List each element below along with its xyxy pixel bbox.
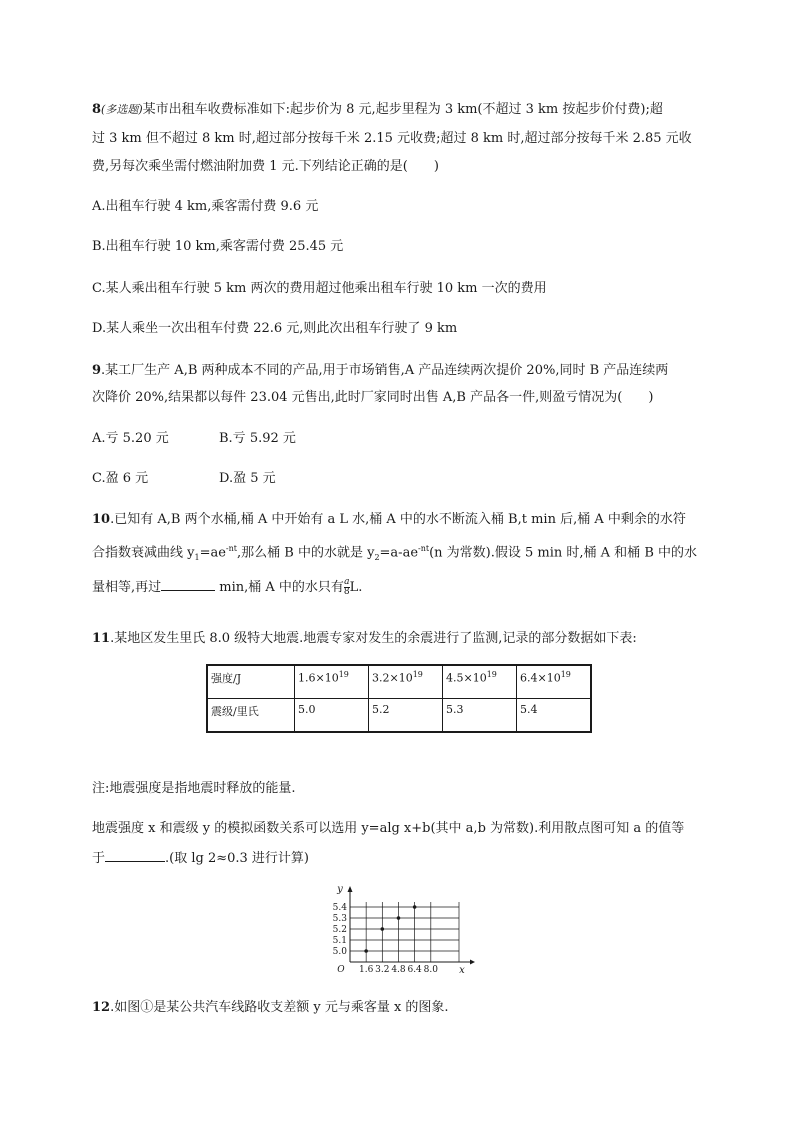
q10-text-3a: 量相等,再过 bbox=[92, 580, 162, 595]
y-tick-label: 5.2 bbox=[332, 925, 347, 935]
table-cell bbox=[443, 665, 517, 699]
table-cell: 5.3 bbox=[443, 699, 517, 733]
table-cell: 5.4 bbox=[517, 699, 592, 733]
q11-line-1 bbox=[92, 630, 637, 648]
table-cell bbox=[517, 665, 592, 699]
q9-text-1: .某工厂生产 A,B 两种成本不同的产品,用于市场销售,A 产品连续两次提价 20%,同时 B 产品连续两 bbox=[101, 363, 669, 378]
y-tick-label: 5.4 bbox=[332, 903, 347, 913]
table-cell bbox=[295, 665, 369, 699]
q10-line-2 bbox=[92, 540, 697, 567]
cell-value: 3.2×10 bbox=[372, 671, 413, 685]
q10-text-2d: =a-ae bbox=[379, 545, 419, 561]
q9-number: 9 bbox=[92, 363, 102, 378]
q10-text-3c: L. bbox=[349, 580, 363, 595]
q10-text-2a: 合指数衰减曲线 y bbox=[92, 545, 195, 561]
x-tick-label: 1.6 bbox=[358, 965, 374, 975]
table-row bbox=[207, 699, 591, 733]
q8-option-b: B.出租车行驶 10 km,乘客需付费 25.45 元 bbox=[92, 239, 344, 254]
q11-note: 注:地震强度是指地震时释放的能量. bbox=[92, 781, 296, 796]
q8-line-3: 费,另每次乘坐需付燃油附加费 1 元.下列结论正确的是( ) bbox=[92, 159, 439, 174]
q10-text-2c: ,那么桶 B 中的水就是 y bbox=[237, 545, 375, 561]
q9-option-b: B.亏 5.92 元 bbox=[219, 431, 296, 446]
table-cell: 震级/里氏 bbox=[207, 699, 295, 733]
origin-label: O bbox=[337, 965, 345, 975]
q8-option-a: A.出租车行驶 4 km,乘客需付费 9.6 元 bbox=[92, 199, 319, 214]
q10-frac-den: 8 bbox=[343, 587, 350, 597]
q12-line-1 bbox=[92, 999, 449, 1017]
x-tick-label: 4.8 bbox=[391, 965, 406, 975]
table-cell bbox=[369, 665, 443, 699]
x-axis-arrow bbox=[470, 960, 475, 965]
q8-number: 8 bbox=[92, 102, 102, 117]
cell-exp: 19 bbox=[338, 670, 349, 679]
x-axis-label: x bbox=[459, 965, 465, 976]
data-point bbox=[364, 949, 368, 953]
data-point bbox=[413, 905, 417, 909]
data-point bbox=[397, 916, 401, 920]
table-cell: 强度/J bbox=[207, 665, 295, 699]
cell-value: 1.6×10 bbox=[298, 671, 339, 685]
q10-text-2b: =ae bbox=[199, 545, 226, 561]
q8-option-c: C.某人乘出租车行驶 5 km 两次的费用超过他乘出租车行驶 10 km 一次的费用 bbox=[92, 281, 547, 296]
q9-line-1 bbox=[92, 362, 668, 380]
q11-line-3 bbox=[92, 849, 309, 868]
q10-number: 10 bbox=[92, 512, 111, 527]
q11-text-3b: .(取 lg 2≈0.3 进行计算) bbox=[165, 851, 310, 866]
x-tick-label: 8.0 bbox=[423, 965, 438, 975]
cell-exp: 19 bbox=[412, 670, 423, 679]
x-tick-label: 3.2 bbox=[375, 965, 390, 975]
q11-text-3a: 于 bbox=[92, 851, 106, 866]
q8-text-1: 某市出租车收费标准如下:起步价为 8 元,起步里程为 3 km(不超过 3 km 按起步价付费);超 bbox=[142, 102, 663, 117]
y-tick-label: 5.1 bbox=[332, 936, 347, 946]
q10-text-1: .已知有 A,B 两个水桶,桶 A 中开始有 a L 水,桶 A 中的水不断流入桶 B,t min 后,桶 A 中剩余的水符 bbox=[110, 512, 686, 527]
q11-line-2: 地震强度 x 和震级 y 的模拟函数关系可以选用 y=alg x+b(其中 a,b 为常数).利用散点图可知 a 的值等 bbox=[92, 821, 685, 836]
q10-answer-blank[interactable] bbox=[161, 578, 215, 591]
x-tick-label: 6.4 bbox=[407, 965, 422, 975]
q10-text-2e: (n 为常数).假设 5 min 时,桶 A 和桶 B 中的水 bbox=[429, 545, 698, 561]
y-axis-arrow bbox=[348, 886, 353, 892]
q10-frac-num: a bbox=[344, 577, 350, 587]
q10-sub-2: 2 bbox=[374, 552, 380, 562]
q9-option-c: C.盈 6 元 bbox=[92, 471, 149, 486]
q8-type-tag: (多选题) bbox=[101, 103, 143, 116]
y-axis-label: y bbox=[337, 884, 343, 895]
y-tick-label: 5.3 bbox=[332, 914, 347, 924]
cell-exp: 19 bbox=[560, 670, 571, 679]
q9-option-d: D.盈 5 元 bbox=[219, 471, 276, 486]
q8-line-1 bbox=[92, 101, 663, 119]
table-row bbox=[207, 665, 591, 699]
table-cell: 5.0 bbox=[295, 699, 369, 733]
q12-text-1: .如图①是某公共汽车线路收支差额 y 元与乘客量 x 的图象. bbox=[110, 1000, 449, 1015]
q10-exp-1: -nt bbox=[225, 544, 237, 553]
q11-text-1: .某地区发生里氏 8.0 级特大地震.地震专家对发生的余震进行了监测,记录的部分数据如下表: bbox=[110, 631, 637, 646]
y-tick-label: 5.0 bbox=[332, 947, 347, 957]
data-point bbox=[381, 927, 385, 931]
q11-number: 11 bbox=[92, 631, 111, 646]
q9-line-2: 次降价 20%,结果都以每件 23.04 元售出,此时厂家同时出售 A,B 产品各一件,则盈亏情况为( ) bbox=[92, 390, 654, 405]
q11-answer-blank[interactable] bbox=[105, 849, 165, 862]
cell-value: 6.4×10 bbox=[520, 671, 561, 685]
q9-option-a: A.亏 5.20 元 bbox=[92, 431, 169, 446]
scatter-plot bbox=[320, 882, 480, 978]
q10-exp-2: -nt bbox=[418, 544, 430, 553]
q10-sub-1: 1 bbox=[194, 552, 200, 562]
q10-line-3 bbox=[92, 578, 362, 597]
q8-line-2: 过 3 km 但不超过 8 km 时,超过部分按每千米 2.15 元收费;超过 8 km 时,超过部分按每千米 2.85 元收 bbox=[92, 131, 692, 146]
table-cell: 5.2 bbox=[369, 699, 443, 733]
earthquake-data-table bbox=[206, 664, 592, 733]
q10-text-3b: min,桶 A 中的水只有 bbox=[215, 580, 344, 595]
q10-line-1 bbox=[92, 511, 686, 529]
cell-exp: 19 bbox=[486, 670, 497, 679]
q12-number: 12 bbox=[92, 1000, 111, 1015]
q8-option-d: D.某人乘坐一次出租车付费 22.6 元,则此次出租车行驶了 9 km bbox=[92, 321, 458, 336]
cell-value: 4.5×10 bbox=[446, 671, 487, 685]
